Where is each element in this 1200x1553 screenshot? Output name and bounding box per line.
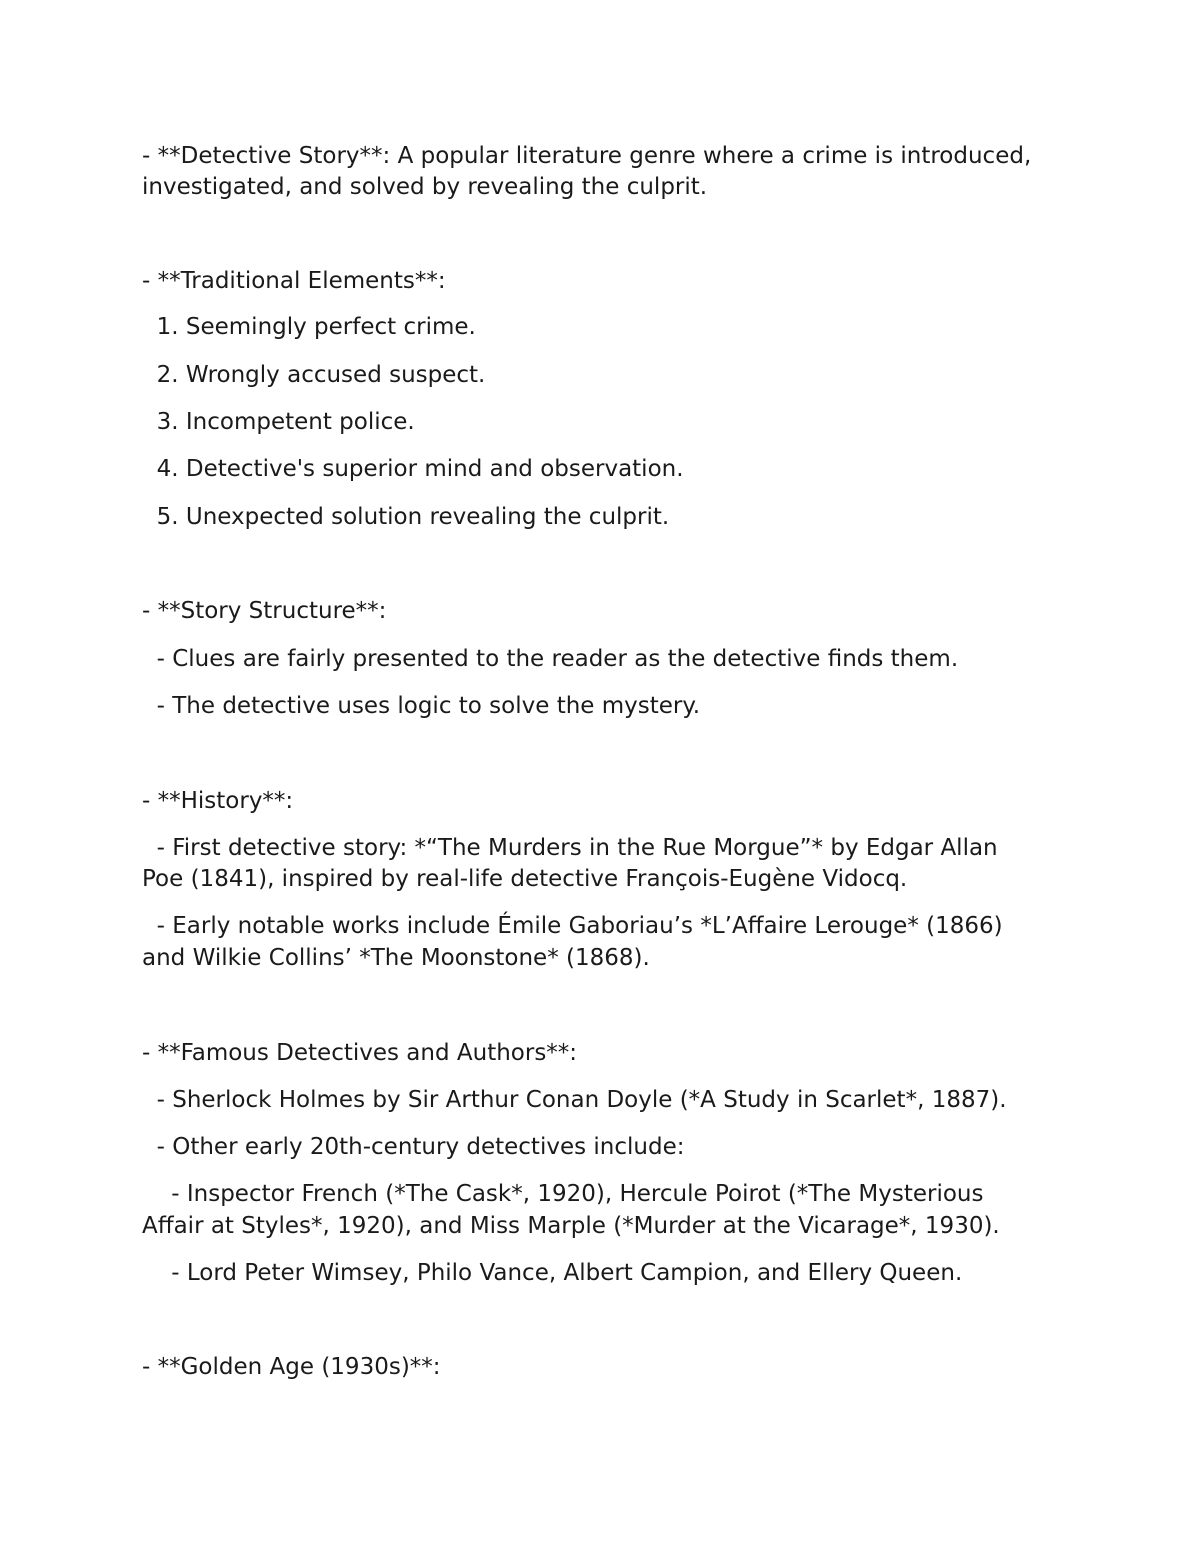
traditional-element-item: 2. Wrongly accused suspect. xyxy=(142,362,486,388)
story-structure-item: - Clues are fairly presented to the reader as the detective finds them. xyxy=(142,646,959,672)
history-heading: - **History**: xyxy=(142,788,294,814)
traditional-element-item: 3. Incompetent police. xyxy=(142,409,415,435)
traditional-element-item: 1. Seemingly perfect crime. xyxy=(142,314,476,340)
detective-story-line-2: investigated, and solved by revealing the culprit. xyxy=(142,174,708,200)
history-item-1-line-2: Poe (1841), inspired by real-life detective François-Eugène Vidocq. xyxy=(142,866,908,892)
golden-age-heading: - **Golden Age (1930s)**: xyxy=(142,1354,441,1380)
history-item-1-line-1: - First detective story: *“The Murders in the Rue Morgue”* by Edgar Allan xyxy=(142,835,998,861)
famous-detectives-sub-1-line-2: Affair at Styles*, 1920), and Miss Marple (*Murder at the Vicarage*, 1930). xyxy=(142,1213,1000,1239)
traditional-element-item: 5. Unexpected solution revealing the culprit. xyxy=(142,504,670,530)
history-item-2-line-2: and Wilkie Collins’ *The Moonstone* (1868). xyxy=(142,945,650,971)
famous-detectives-item-1: - Sherlock Holmes by Sir Arthur Conan Doyle (*A Study in Scarlet*, 1887). xyxy=(142,1087,1007,1113)
story-structure-item: - The detective uses logic to solve the mystery. xyxy=(142,693,701,719)
story-structure-heading: - **Story Structure**: xyxy=(142,598,387,624)
famous-detectives-sub-2: - Lord Peter Wimsey, Philo Vance, Albert Campion, and Ellery Queen. xyxy=(142,1260,963,1286)
traditional-elements-heading: - **Traditional Elements**: xyxy=(142,268,446,294)
history-item-2-line-1: - Early notable works include Émile Gaboriau’s *L’Affaire Lerouge* (1866) xyxy=(142,913,1003,939)
famous-detectives-sub-1-line-1: - Inspector French (*The Cask*, 1920), Hercule Poirot (*The Mysterious xyxy=(142,1181,984,1207)
famous-detectives-item-2: - Other early 20th-century detectives include: xyxy=(142,1134,685,1160)
famous-detectives-heading: - **Famous Detectives and Authors**: xyxy=(142,1040,578,1066)
detective-story-line-1: - **Detective Story**: A popular literature genre where a crime is introduced, xyxy=(142,143,1032,169)
traditional-element-item: 4. Detective's superior mind and observation. xyxy=(142,456,684,482)
